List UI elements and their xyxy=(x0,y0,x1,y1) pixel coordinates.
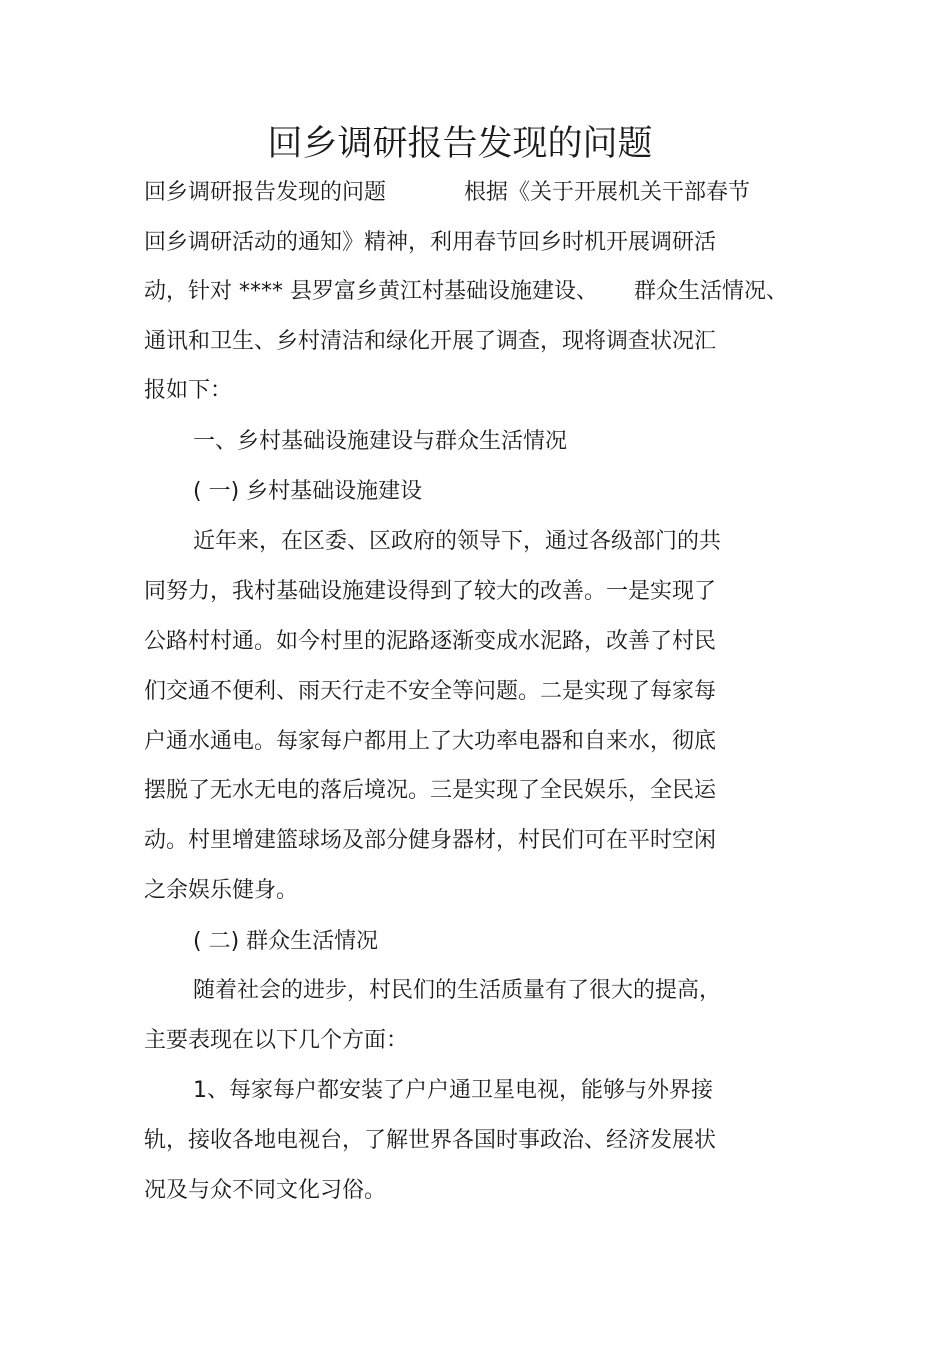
paragraph-line: 动。村里增建篮球场及部分健身器材，村民们可在平时空闲 xyxy=(144,828,717,853)
intro-text: 动，针对 **** 县罗富乡黄江村基础设施建设、 xyxy=(144,279,598,304)
intro-text: 群众生活情况、 xyxy=(634,279,789,304)
section-heading: 一、乡村基础设施建设与群众生活情况 xyxy=(193,429,568,454)
intro-text: 回乡调研报告发现的问题 xyxy=(144,180,387,205)
list-item-line: 1、每家每户都安装了户户通卫星电视，能够与外界接 xyxy=(193,1078,713,1103)
list-item-line: 轨，接收各地电视台，了解世界各国时事政治、经济发展状 xyxy=(144,1128,717,1153)
subsection-heading: ( 二) 群众生活情况 xyxy=(193,929,379,954)
intro-line-3 xyxy=(144,277,788,307)
intro-line-5: 报如下： xyxy=(144,378,233,403)
document-title: 回乡调研报告发现的问题 xyxy=(267,124,653,164)
list-item-line: 况及与众不同文化习俗。 xyxy=(144,1178,387,1203)
paragraph-line: 主要表现在以下几个方面： xyxy=(144,1028,409,1053)
intro-line-1 xyxy=(144,178,750,208)
paragraph-line: 之余娱乐健身。 xyxy=(144,878,299,903)
paragraph-line: 近年来，在区委、区政府的领导下，通过各级部门的共 xyxy=(193,529,722,554)
subsection-heading: ( 一) 乡村基础设施建设 xyxy=(193,479,423,504)
paragraph-line: 户通水通电。每家每户都用上了大功率电器和自来水，彻底 xyxy=(144,729,717,754)
paragraph-line: 同努力，我村基础设施建设得到了较大的改善。一是实现了 xyxy=(144,579,717,604)
paragraph-line: 们交通不便利、雨天行走不安全等问题。二是实现了每家每 xyxy=(144,679,717,704)
paragraph-line: 随着社会的进步，村民们的生活质量有了很大的提高， xyxy=(193,978,722,1003)
intro-line-4: 通讯和卫生、乡村清洁和绿化开展了调查，现将调查状况汇 xyxy=(144,329,717,354)
intro-line-2: 回乡调研活动的通知》精神，利用春节回乡时机开展调研活 xyxy=(144,230,717,255)
paragraph-line: 摆脱了无水无电的落后境况。三是实现了全民娱乐，全民运 xyxy=(144,778,717,803)
intro-text: 根据《关于开展机关干部春节 xyxy=(464,180,751,205)
paragraph-line: 公路村村通。如今村里的泥路逐渐变成水泥路，改善了村民 xyxy=(144,629,717,654)
